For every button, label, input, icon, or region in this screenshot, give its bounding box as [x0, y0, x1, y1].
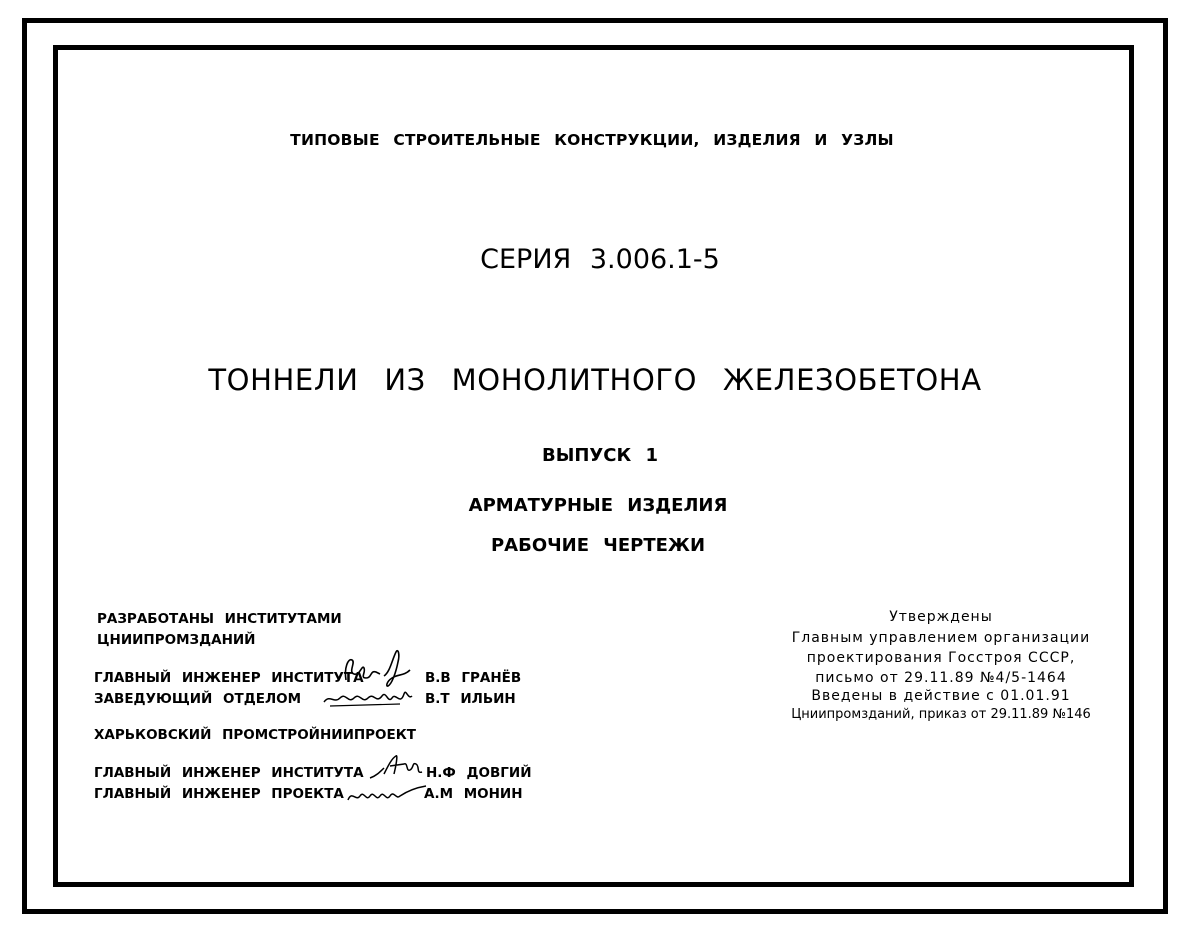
approval-line-4: письмо от 29.11.89 №4/5-1464 — [815, 670, 1067, 686]
chief-engineer-institute-name: В.В ГРАНЁВ — [425, 670, 522, 686]
document-title: ТОННЕЛИ ИЗ МОНОЛИТНОГО ЖЕЛЕЗОБЕТОНА — [208, 363, 982, 397]
subtitle-working-drawings: РАБОЧИЕ ЧЕРТЕЖИ — [490, 535, 706, 556]
approval-line-3: проектирования Госстроя СССР, — [806, 650, 1076, 666]
signature-granev — [340, 646, 418, 688]
chief-engineer-institute-2-label: ГЛАВНЫЙ ИНЖЕНЕР ИНСТИТУТА — [94, 765, 364, 781]
header-line: ТИПОВЫЕ СТРОИТЕЛЬНЫЕ КОНСТРУКЦИИ, ИЗДЕЛИЯ И УЗЛЫ — [290, 131, 894, 149]
developers-heading: РАЗРАБОТАНЫ ИНСТИТУТАМИ — [97, 611, 342, 627]
series-number: СЕРИЯ 3.006.1-5 — [480, 244, 720, 275]
approval-line-1: Утверждены — [889, 609, 993, 625]
developer-institute-2: ХАРЬКОВСКИЙ ПРОМСТРОЙНИИПРОЕКТ — [94, 727, 416, 743]
chief-engineer-project-name: А.М МОНИН — [424, 786, 523, 802]
subtitle-reinforcement: АРМАТУРНЫЕ ИЗДЕЛИЯ — [468, 495, 728, 516]
approval-line-5: Введены в действие с 01.01.91 — [811, 688, 1071, 704]
chief-engineer-institute-label: ГЛАВНЫЙ ИНЖЕНЕР ИНСТИТУТА — [94, 670, 364, 686]
department-head-name: В.Т ИЛЬИН — [425, 691, 516, 707]
chief-engineer-institute-2-name: Н.Ф ДОВГИЙ — [426, 765, 532, 781]
signature-ilin — [320, 684, 416, 712]
developer-institute-1: ЦНИИПРОМЗДАНИЙ — [97, 632, 256, 648]
approval-line-6: Цниипромзданий, приказ от 29.11.89 №146 — [791, 707, 1091, 722]
approval-line-2: Главным управлением организации — [791, 630, 1091, 646]
inner-frame — [53, 45, 1134, 887]
chief-engineer-project-label: ГЛАВНЫЙ ИНЖЕНЕР ПРОЕКТА — [94, 786, 344, 802]
department-head-label: ЗАВЕДУЮЩИЙ ОТДЕЛОМ — [94, 691, 302, 707]
issue-number: ВЫПУСК 1 — [541, 445, 659, 466]
signature-monin — [344, 780, 430, 808]
